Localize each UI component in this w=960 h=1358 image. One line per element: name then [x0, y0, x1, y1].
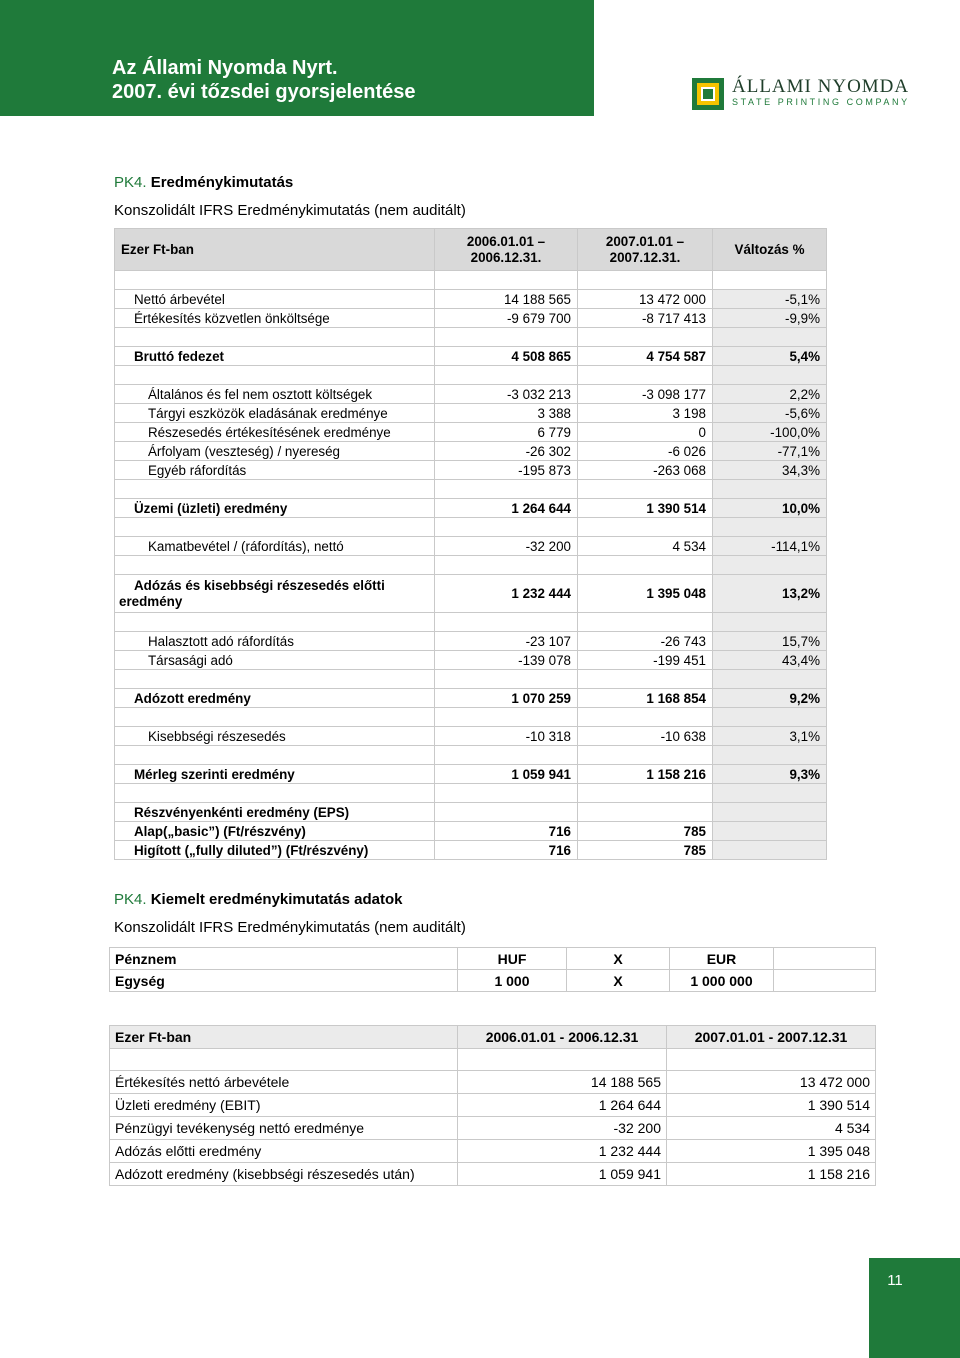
table-row: Részesedés értékesítésének eredménye 6 779 0 -100,0% — [115, 423, 827, 442]
table-row: Mérleg szerinti eredmény 1 059 941 1 158 216 9,3% — [115, 765, 827, 784]
column-header: 2007.01.01 – 2007.12.31. — [578, 229, 713, 271]
table-row: Társasági adó -139 078 -199 451 43,4% — [115, 651, 827, 670]
currency-unit-table — [109, 947, 876, 992]
table-row: Egyéb ráfordítás -195 873 -263 068 34,3% — [115, 461, 827, 480]
table-row: Alap(„basic”) (Ft/részvény) 716 785 — [115, 822, 827, 841]
table-row: Pénznem HUF X EUR — [110, 948, 876, 970]
column-header: Változás % — [713, 229, 827, 271]
document-title: Az Állami Nyomda Nyrt. — [112, 57, 338, 79]
document-subtitle: 2007. évi tőzsdei gyorsjelentése — [112, 81, 416, 103]
table-header-row — [110, 1026, 876, 1049]
section2-code: PK4. — [114, 891, 147, 908]
logo-name: ÁLLAMI NYOMDA — [732, 76, 910, 97]
section1-subtitle: Konszolidált IFRS Eredménykimutatás (nem auditált) — [114, 202, 466, 219]
table-row: Higított („fully diluted”) (Ft/részvény) 716 785 — [115, 841, 827, 860]
section1-heading: Eredménykimutatás — [150, 174, 294, 191]
table-row: Általános és fel nem osztott költségek -3 032 213 -3 098 177 2,2% — [115, 385, 827, 404]
table-row: Üzemi (üzleti) eredmény 1 264 644 1 390 514 10,0% — [115, 499, 827, 518]
header-banner — [0, 0, 594, 116]
table-row: Egység 1 000 X 1 000 000 — [110, 970, 876, 992]
section2-heading: Kiemelt eredménykimutatás adatok — [150, 891, 403, 908]
table-row: Kamatbevétel / (ráfordítás), nettó -32 200 4 534 -114,1% — [115, 537, 827, 556]
section2-title — [114, 891, 402, 908]
table-row: Részvényenkénti eredmény (EPS) — [115, 803, 827, 822]
page-number: 11 — [887, 1272, 903, 1289]
table-row: Értékesítés közvetlen önköltsége -9 679 700 -8 717 413 -9,9% — [115, 309, 827, 328]
table-row: Adózás és kisebbségi részesedés előtti eredmény 1 232 444 1 395 048 13,2% — [115, 575, 827, 613]
logo-tagline: STATE PRINTING COMPANY — [732, 97, 910, 107]
table-row: Adózott eredmény (kisebbségi részesedés után) 1 059 941 1 158 216 — [110, 1163, 876, 1186]
table-row: Üzleti eredmény (EBIT) 1 264 644 1 390 514 — [110, 1094, 876, 1117]
section2-subtitle: Konszolidált IFRS Eredménykimutatás (nem auditált) — [114, 919, 466, 936]
section1-code: PK4. — [114, 174, 147, 191]
table-row: Tárgyi eszközök eladásának eredménye 3 388 3 198 -5,6% — [115, 404, 827, 423]
page-number-box — [869, 1258, 960, 1358]
table-row: Adózás előtti eredmény 1 232 444 1 395 048 — [110, 1140, 876, 1163]
column-header: Ezer Ft-ban — [110, 1026, 458, 1049]
table-row: Árfolyam (veszteség) / nyereség -26 302 -6 026 -77,1% — [115, 442, 827, 461]
column-header: Ezer Ft-ban — [115, 229, 435, 271]
table-row: Adózott eredmény 1 070 259 1 168 854 9,2% — [115, 689, 827, 708]
key-figures-table — [109, 1025, 876, 1186]
company-logo — [690, 74, 910, 114]
column-header: 2006.01.01 - 2006.12.31 — [458, 1026, 667, 1049]
column-header: 2006.01.01 – 2006.12.31. — [435, 229, 578, 271]
column-header: 2007.01.01 - 2007.12.31 — [667, 1026, 876, 1049]
table-row: Halasztott adó ráfordítás -23 107 -26 743 15,7% — [115, 632, 827, 651]
table-row: Bruttó fedezet 4 508 865 4 754 587 5,4% — [115, 347, 827, 366]
table-row: Nettó árbevétel 14 188 565 13 472 000 -5,1% — [115, 290, 827, 309]
logo-mark-icon — [692, 78, 724, 110]
income-statement-table — [114, 228, 827, 860]
table-row: Kisebbségi részesedés -10 318 -10 638 3,1% — [115, 727, 827, 746]
table-row: Értékesítés nettó árbevétele 14 188 565 13 472 000 — [110, 1071, 876, 1094]
table-row: Pénzügyi tevékenység nettó eredménye -32 200 4 534 — [110, 1117, 876, 1140]
section1-title — [114, 174, 293, 191]
table-header-row — [115, 229, 827, 271]
